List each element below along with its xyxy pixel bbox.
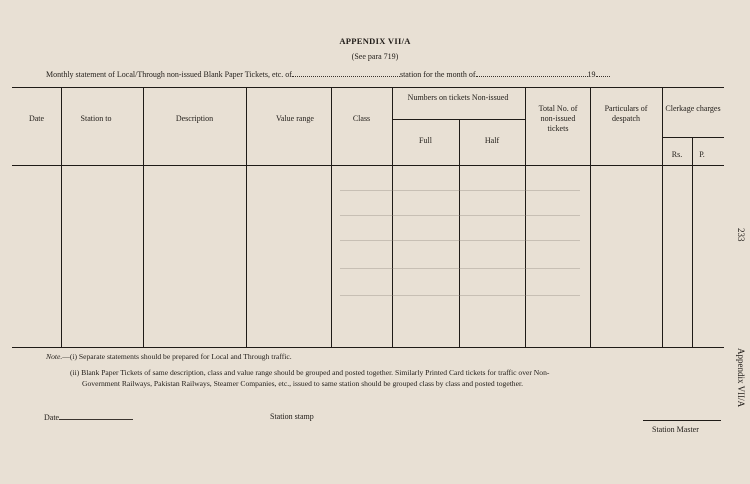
col-sep-5	[392, 87, 393, 347]
faint-guide-4	[340, 268, 580, 269]
station-text: station for the month of	[399, 70, 476, 79]
faint-guide-2	[340, 215, 580, 216]
note-2	[70, 367, 730, 389]
clerkage-divider	[662, 137, 724, 138]
appendix-side-label: Appendix VII/A	[736, 348, 746, 408]
col-half: Half	[484, 136, 500, 145]
col-sep-1	[61, 87, 62, 347]
note-2-line-2: Government Railways, Pakistan Railways, Steamer Companies, etc., issued to same station should be grouped class by class and posted together.	[82, 379, 523, 388]
col-sep-6	[459, 119, 460, 347]
note-2-line-1: (ii) Blank Paper Tickets of same description, class and value range should be grouped and posted together. Similarly Printed Card tickets for traffic over Non-	[70, 368, 550, 377]
appendix-title: APPENDIX VII/A	[339, 36, 411, 46]
para-reference: (See para 719)	[351, 52, 399, 61]
note-1-text: —(i) Separate statements should be prepared for Local and Through traffic.	[62, 352, 292, 361]
col-sep-7	[525, 87, 526, 347]
month-blank[interactable]	[476, 69, 588, 77]
statement-line	[46, 69, 610, 79]
col-sep-10	[692, 137, 693, 347]
faint-guide-5	[340, 295, 580, 296]
date-field	[44, 412, 133, 422]
col-sep-2	[143, 87, 144, 347]
col-class: Class	[352, 114, 371, 123]
station-stamp-label: Station stamp	[270, 412, 314, 421]
date-blank[interactable]	[59, 412, 133, 420]
col-sep-8	[590, 87, 591, 347]
date-label: Date	[44, 413, 60, 422]
note-label: Note.	[46, 352, 63, 361]
year-prefix: 19	[587, 70, 596, 79]
col-sep-9	[662, 87, 663, 347]
col-station-to: Station to	[80, 114, 112, 123]
col-numbers-group: Numbers on tickets Non-issued	[407, 93, 509, 102]
faint-guide-1	[340, 190, 580, 191]
year-blank[interactable]	[596, 69, 610, 77]
col-total: Total No. of non-issued tickets	[538, 104, 578, 133]
faint-guide-3	[340, 240, 580, 241]
station-master-label: Station Master	[652, 425, 699, 434]
note-1	[46, 351, 292, 362]
col-rs: Rs.	[671, 150, 683, 159]
col-date: Date	[28, 114, 45, 123]
col-particulars: Particulars of despatch	[604, 104, 648, 123]
col-sep-4	[331, 87, 332, 347]
col-description: Description	[175, 114, 214, 123]
table-top-border	[12, 87, 724, 88]
col-sep-3	[246, 87, 247, 347]
page-number: 233	[736, 228, 746, 242]
table-bottom-border	[12, 347, 724, 348]
table-header-bottom-border	[12, 165, 724, 166]
signature-line	[643, 420, 721, 421]
col-full: Full	[419, 136, 432, 145]
station-blank[interactable]	[292, 69, 400, 77]
col-clerkage: Clerkage charges	[665, 104, 721, 113]
col-value-range: Value range	[276, 114, 314, 123]
statement-prefix: Monthly statement of Local/Through non-issued Blank Paper Tickets, etc. of	[46, 70, 292, 79]
col-p: P.	[699, 150, 705, 159]
